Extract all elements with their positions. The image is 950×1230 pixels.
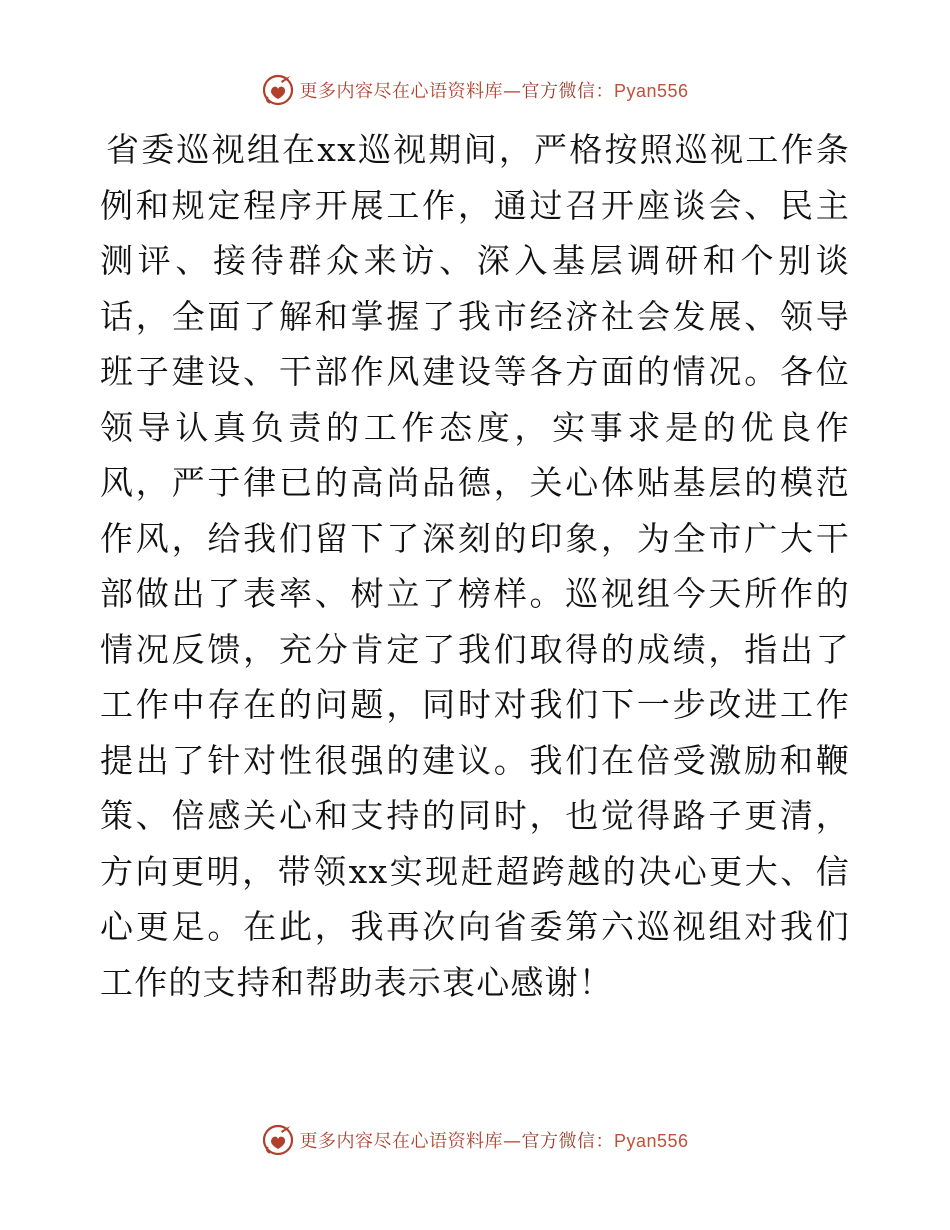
header-wechat-id: Pyan556 [613, 81, 689, 101]
footer-banner [0, 1120, 950, 1160]
header-banner-text [299, 77, 688, 103]
header-banner-separator: — [502, 81, 522, 102]
footer-banner-slogan: 更多内容尽在心语资料库 [299, 1131, 503, 1152]
header-banner-slogan: 更多内容尽在心语资料库 [299, 81, 503, 102]
heart-pen-logo-icon [261, 73, 295, 107]
footer-banner-separator: — [502, 1131, 522, 1152]
header-wechat-label: 官方微信： [521, 81, 614, 102]
heart-pen-logo-icon [261, 1123, 295, 1157]
body-paragraph: 省委巡视组在xx巡视期间，严格按照巡视工作条例和规定程序开展工作，通过召开座谈会、民主测评、接待群众来访、深入基层调研和个别谈话，全面了解和掌握了我市经济社会发展、领导班子建设、干部作风建设等各方面的情况。各位领导认真负责的工作态度，实事求是的优良作风，严于律已的高尚品德，关心体贴基层的模范作风，给我们留下了深刻的印象，为全市广大干部做出了表率、树立了榜样。巡视组今天所作的情况反馈，充分肯定了我们取得的成绩，指出了工作中存在的问题，同时对我们下一步改进工作提出了针对性很强的建议。我们在倍受激励和鞭策、倍感关心和支持的同时，也觉得路子更清，方向更明，带领xx实现赶超跨越的决心更大、信心更足。在此，我再次向省委第六巡视组对我们工作的支持和帮助表示衷心感谢！ [100, 130, 850, 1002]
footer-wechat-id: Pyan556 [613, 1131, 689, 1151]
footer-wechat-label: 官方微信： [521, 1131, 614, 1152]
header-banner [0, 70, 950, 110]
footer-banner-text [299, 1127, 688, 1153]
